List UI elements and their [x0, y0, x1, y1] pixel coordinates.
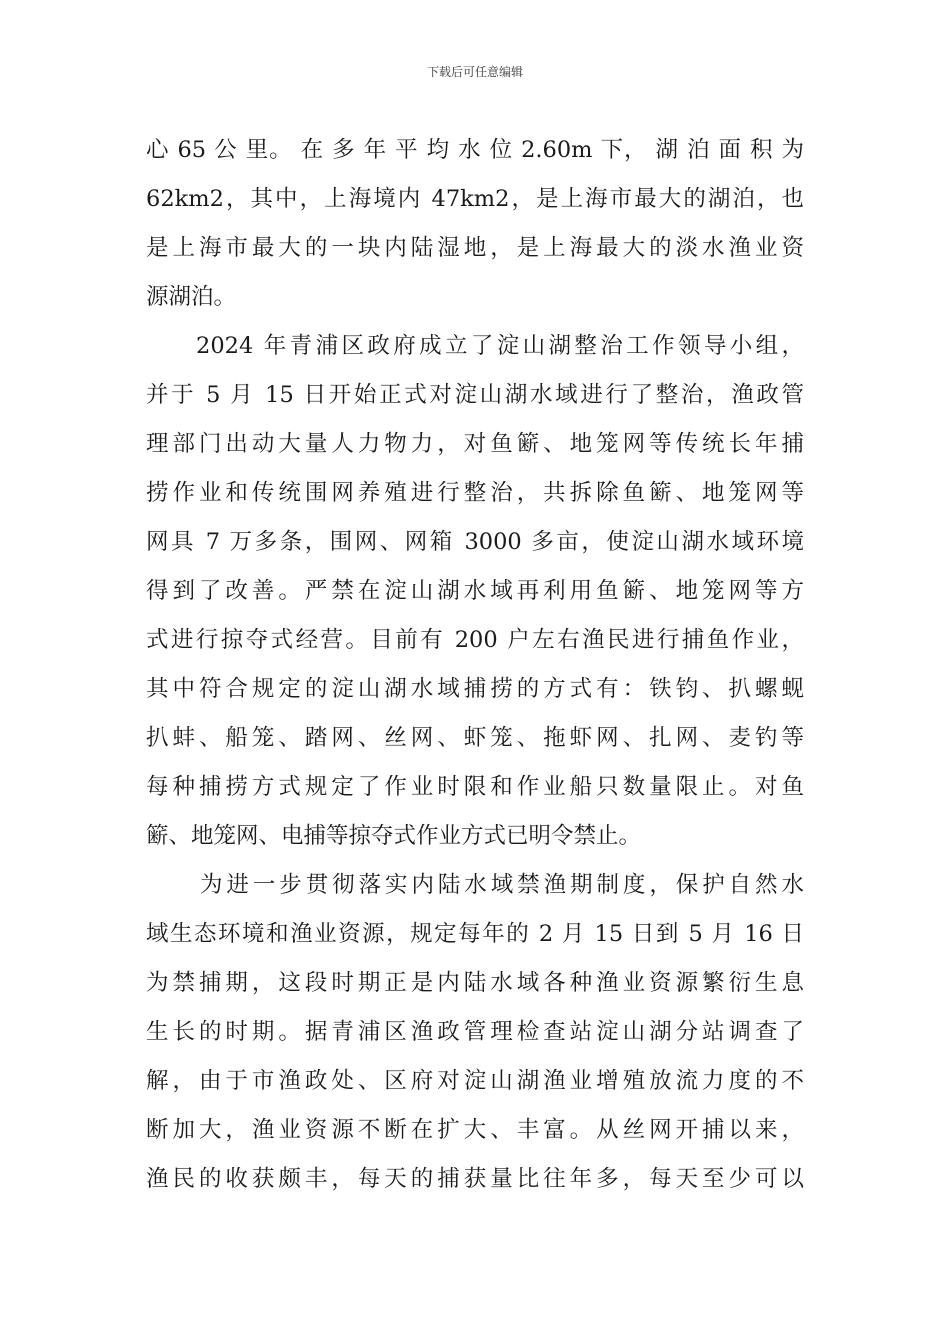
text-line: 扒蚌、船笼、踏网、丝网、虾笼、拖虾网、扎网、麦钓等: [146, 725, 804, 751]
text-line: 为禁捕期，这段时期正是内陆水域各种渔业资源繁衍生息: [146, 970, 804, 996]
text-line: 簖、地笼网、电捕等掠夺式作业方式已明令禁止。: [146, 823, 642, 849]
text-line: 捞作业和传统围网养殖进行整治，共拆除鱼簖、地笼网等: [146, 480, 804, 506]
text-line: 式进行掠夺式经营。目前有 200 户左右渔民进行捕鱼作业，: [146, 627, 804, 653]
text-line: 源湖泊。: [146, 284, 237, 310]
text-line: 心 65 公 里。 在 多 年 平 均 水 位 2.60m 下， 湖 泊 面 积 为: [146, 137, 804, 163]
paragraph-first-line: 为进一步贯彻落实内陆水域禁渔期制度，保护自然水: [200, 872, 804, 898]
text-line: 网具 7 万多条，围网、网箱 3000 多亩，使淀山湖水域环境: [146, 529, 804, 555]
text-line: 断加大，渔业资源不断在扩大、丰富。从丝网开捕以来，: [146, 1117, 804, 1143]
text-line: 其中符合规定的淀山湖水域捕捞的方式有：铁钧、扒螺蚬: [146, 676, 804, 702]
text-line: 得到了改善。严禁在淀山湖水域再利用鱼簖、地笼网等方: [146, 578, 804, 604]
document-body: [146, 126, 804, 1204]
text-line: 解，由于市渔政处、区府对淀山湖渔业增殖放流力度的不: [146, 1068, 804, 1094]
text-line: 并于 5 月 15 日开始正式对淀山湖水域进行了整治，渔政管: [146, 382, 804, 408]
page-header: 下载后可任意编辑: [426, 65, 523, 79]
text-line: 每种捕捞方式规定了作业时限和作业船只数量限止。对鱼: [146, 774, 804, 800]
text-line: 渔民的收获颇丰，每天的捕获量比往年多，每天至少可以: [146, 1166, 804, 1192]
text-line: 域生态环境和渔业资源，规定每年的 2 月 15 日到 5 月 16 日: [146, 921, 804, 947]
text-line: 理部门出动大量人力物力，对鱼簖、地笼网等传统长年捕: [146, 431, 804, 457]
paragraph-first-line: 2024 年青浦区政府成立了淀山湖整治工作领导小组，: [196, 333, 804, 359]
text-line: 生长的时期。据青浦区渔政管理检查站淀山湖分站调查了: [146, 1019, 804, 1045]
text-line: 62km2，其中，上海境内 47km2，是上海市最大的湖泊，也: [146, 186, 804, 212]
text-line: 是上海市最大的一块内陆湿地，是上海最大的淡水渔业资: [146, 235, 804, 261]
